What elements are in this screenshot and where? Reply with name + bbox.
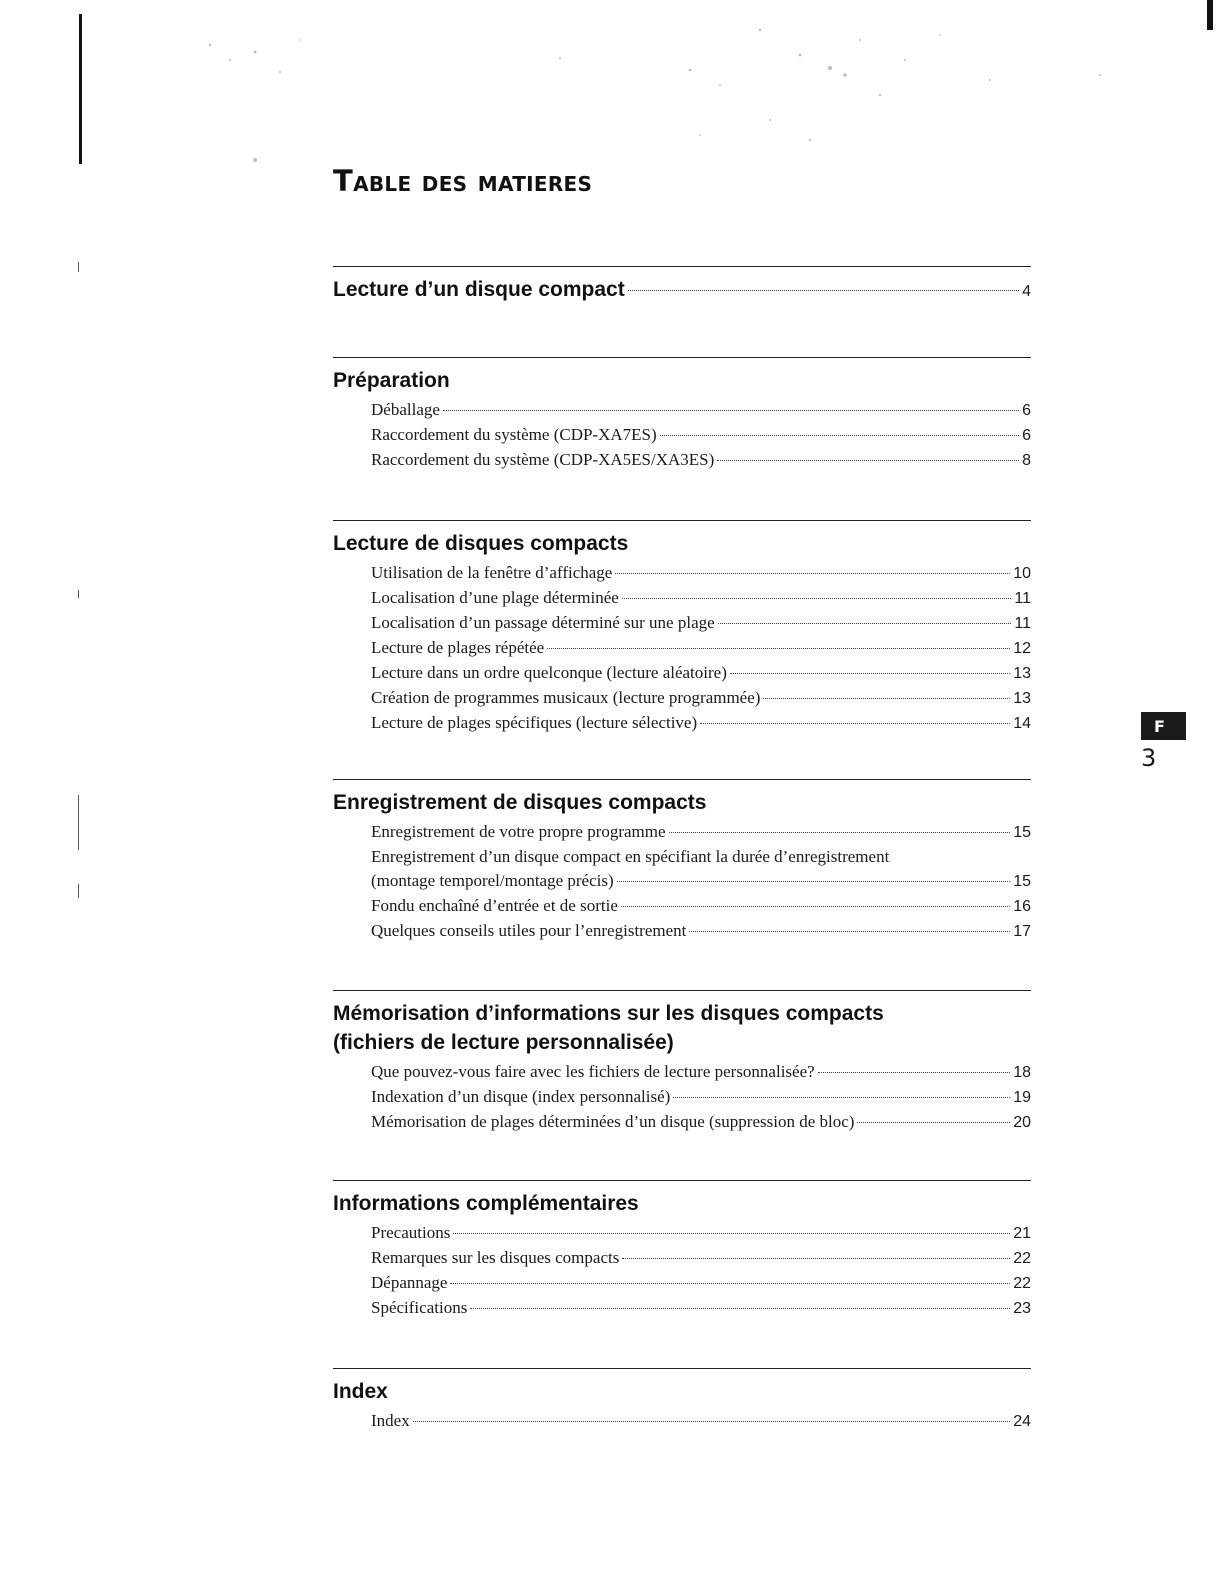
- toc-entry[interactable]: [371, 1296, 1031, 1321]
- entry-label: Lecture de plages spécifiques (lecture sélective): [371, 713, 698, 732]
- toc-entry[interactable]: [371, 1060, 1031, 1085]
- section-title: Préparation: [333, 369, 450, 392]
- leader-dots: [622, 1258, 1010, 1259]
- page-ref: 22: [1013, 1250, 1031, 1267]
- page-ref: 21: [1013, 1225, 1031, 1242]
- section-title: Informations complémentaires: [333, 1192, 639, 1215]
- leader-dots: [450, 1283, 1010, 1284]
- entry-label: Indexation d’un disque (index personnalisé): [371, 1087, 671, 1106]
- leader-dots: [470, 1308, 1010, 1309]
- entry-label-line1: Enregistrement d’un disque compact en spécifiant la durée d’enregistrement: [371, 847, 890, 866]
- toc-section-entry[interactable]: [333, 275, 1031, 304]
- margin-tick: [78, 884, 79, 898]
- page-ref: 19: [1013, 1089, 1031, 1106]
- leader-dots: [857, 1122, 1010, 1123]
- leader-dots: [730, 673, 1010, 674]
- toc-entry[interactable]: [371, 1246, 1031, 1271]
- leader-dots: [622, 598, 1012, 599]
- toc-entry[interactable]: [371, 586, 1031, 611]
- entry-label: Quelques conseils utiles pour l’enregistrement: [371, 921, 687, 940]
- toc-entry[interactable]: [371, 1085, 1031, 1110]
- toc-section: [333, 990, 1031, 1135]
- page-title: Table des matieres: [333, 164, 593, 198]
- toc-entry[interactable]: [371, 611, 1031, 636]
- leader-dots: [700, 723, 1010, 724]
- page-ref: 6: [1022, 402, 1031, 419]
- leader-dots: [628, 290, 1019, 291]
- leader-dots: [669, 832, 1011, 833]
- toc-entry[interactable]: [371, 919, 1031, 944]
- toc-entry[interactable]: [371, 845, 1031, 894]
- toc-section: [333, 266, 1031, 304]
- page-ref: 4: [1022, 283, 1031, 300]
- section-title: Lecture d’un disque compact: [333, 278, 625, 301]
- toc-entry[interactable]: [371, 448, 1031, 473]
- leader-dots: [617, 881, 1011, 882]
- scan-corner-mark: [1207, 0, 1213, 30]
- toc-entry[interactable]: [371, 1271, 1031, 1296]
- scan-noise: [0, 0, 1224, 200]
- toc-entry[interactable]: [371, 423, 1031, 448]
- toc-entry[interactable]: [371, 1221, 1031, 1246]
- toc-section: [333, 357, 1031, 473]
- page-ref: 13: [1013, 690, 1031, 707]
- leader-dots: [763, 698, 1010, 699]
- entry-label: Dépannage: [371, 1273, 448, 1292]
- entry-label: Raccordement du système (CDP-XA5ES/XA3ES): [371, 450, 715, 469]
- page-ref: 14: [1013, 715, 1031, 732]
- language-tab: F: [1141, 712, 1186, 740]
- entry-label: Localisation d’une plage déterminée: [371, 588, 619, 607]
- leader-dots: [453, 1233, 1010, 1234]
- page-ref: 15: [1013, 824, 1031, 841]
- leader-dots: [660, 435, 1019, 436]
- toc-entry[interactable]: [371, 636, 1031, 661]
- entry-label: Que pouvez-vous faire avec les fichiers de lecture personnalisée?: [371, 1062, 815, 1081]
- page-ref: 20: [1013, 1114, 1031, 1131]
- page-ref: 24: [1013, 1413, 1031, 1430]
- page-ref: 23: [1013, 1300, 1031, 1317]
- toc-entry[interactable]: [371, 1409, 1031, 1434]
- page-ref: 10: [1013, 565, 1031, 582]
- page-number: 3: [1141, 744, 1157, 772]
- page-ref: 11: [1014, 590, 1031, 607]
- entry-label: Remarques sur les disques compacts: [371, 1248, 620, 1267]
- leader-dots: [443, 410, 1019, 411]
- leader-dots: [673, 1097, 1010, 1098]
- entry-label: (montage temporel/montage précis): [371, 871, 614, 890]
- leader-dots: [689, 931, 1010, 932]
- leader-dots: [718, 623, 1012, 624]
- margin-tick: [78, 262, 79, 272]
- toc-section: [333, 1180, 1031, 1321]
- entry-label: Raccordement du système (CDP-XA7ES): [371, 425, 657, 444]
- toc-entry[interactable]: [371, 894, 1031, 919]
- margin-tick: [78, 590, 79, 598]
- toc-entry[interactable]: [371, 1110, 1031, 1135]
- toc-section: [333, 1368, 1031, 1434]
- page-ref: 18: [1013, 1064, 1031, 1081]
- section-title-line2: (fichiers de lecture personnalisée): [333, 1031, 674, 1054]
- entry-label: Index: [371, 1411, 410, 1430]
- page-ref: 8: [1022, 452, 1031, 469]
- section-title: [333, 999, 1031, 1057]
- entry-label: Enregistrement de votre propre programme: [371, 822, 666, 841]
- toc-entry[interactable]: [371, 686, 1031, 711]
- toc-entry[interactable]: [371, 561, 1031, 586]
- section-title: Lecture de disques compacts: [333, 532, 629, 555]
- section-title-line1: Mémorisation d’informations sur les disques compacts: [333, 1002, 884, 1025]
- page-ref: 12: [1013, 640, 1031, 657]
- page-ref: 22: [1013, 1275, 1031, 1292]
- toc-entry[interactable]: [371, 661, 1031, 686]
- page-ref: 13: [1013, 665, 1031, 682]
- entry-label: Precautions: [371, 1223, 451, 1242]
- section-title: Enregistrement de disques compacts: [333, 791, 707, 814]
- leader-dots: [717, 460, 1019, 461]
- entry-label: Création de programmes musicaux (lecture programmée): [371, 688, 761, 707]
- leader-dots: [615, 573, 1010, 574]
- toc-entry[interactable]: [371, 398, 1031, 423]
- section-title: Index: [333, 1380, 388, 1403]
- page-ref: 17: [1013, 923, 1031, 940]
- scan-edge-bar: [79, 14, 82, 164]
- leader-dots: [413, 1421, 1010, 1422]
- entry-label: Spécifications: [371, 1298, 468, 1317]
- leader-dots: [621, 906, 1010, 907]
- entry-label: Déballage: [371, 400, 440, 419]
- entry-label: Lecture de plages répétée: [371, 638, 545, 657]
- page-ref: 16: [1013, 898, 1031, 915]
- leader-dots: [547, 648, 1010, 649]
- entry-label: Lecture dans un ordre quelconque (lecture aléatoire): [371, 663, 727, 682]
- toc-section: [333, 779, 1031, 944]
- toc-section: [333, 520, 1031, 736]
- page-ref: 6: [1022, 427, 1031, 444]
- entry-label: Utilisation de la fenêtre d’affichage: [371, 563, 613, 582]
- entry-label: Localisation d’un passage déterminé sur une plage: [371, 613, 715, 632]
- entry-label: Fondu enchaîné d’entrée et de sortie: [371, 896, 618, 915]
- toc-entry[interactable]: [371, 820, 1031, 845]
- entry-label: Mémorisation de plages déterminées d’un disque (suppression de bloc): [371, 1112, 855, 1131]
- leader-dots: [818, 1072, 1011, 1073]
- page-ref: 11: [1014, 615, 1031, 632]
- margin-tick: [78, 795, 79, 850]
- page-ref: 15: [1013, 873, 1031, 890]
- toc-entry[interactable]: [371, 711, 1031, 736]
